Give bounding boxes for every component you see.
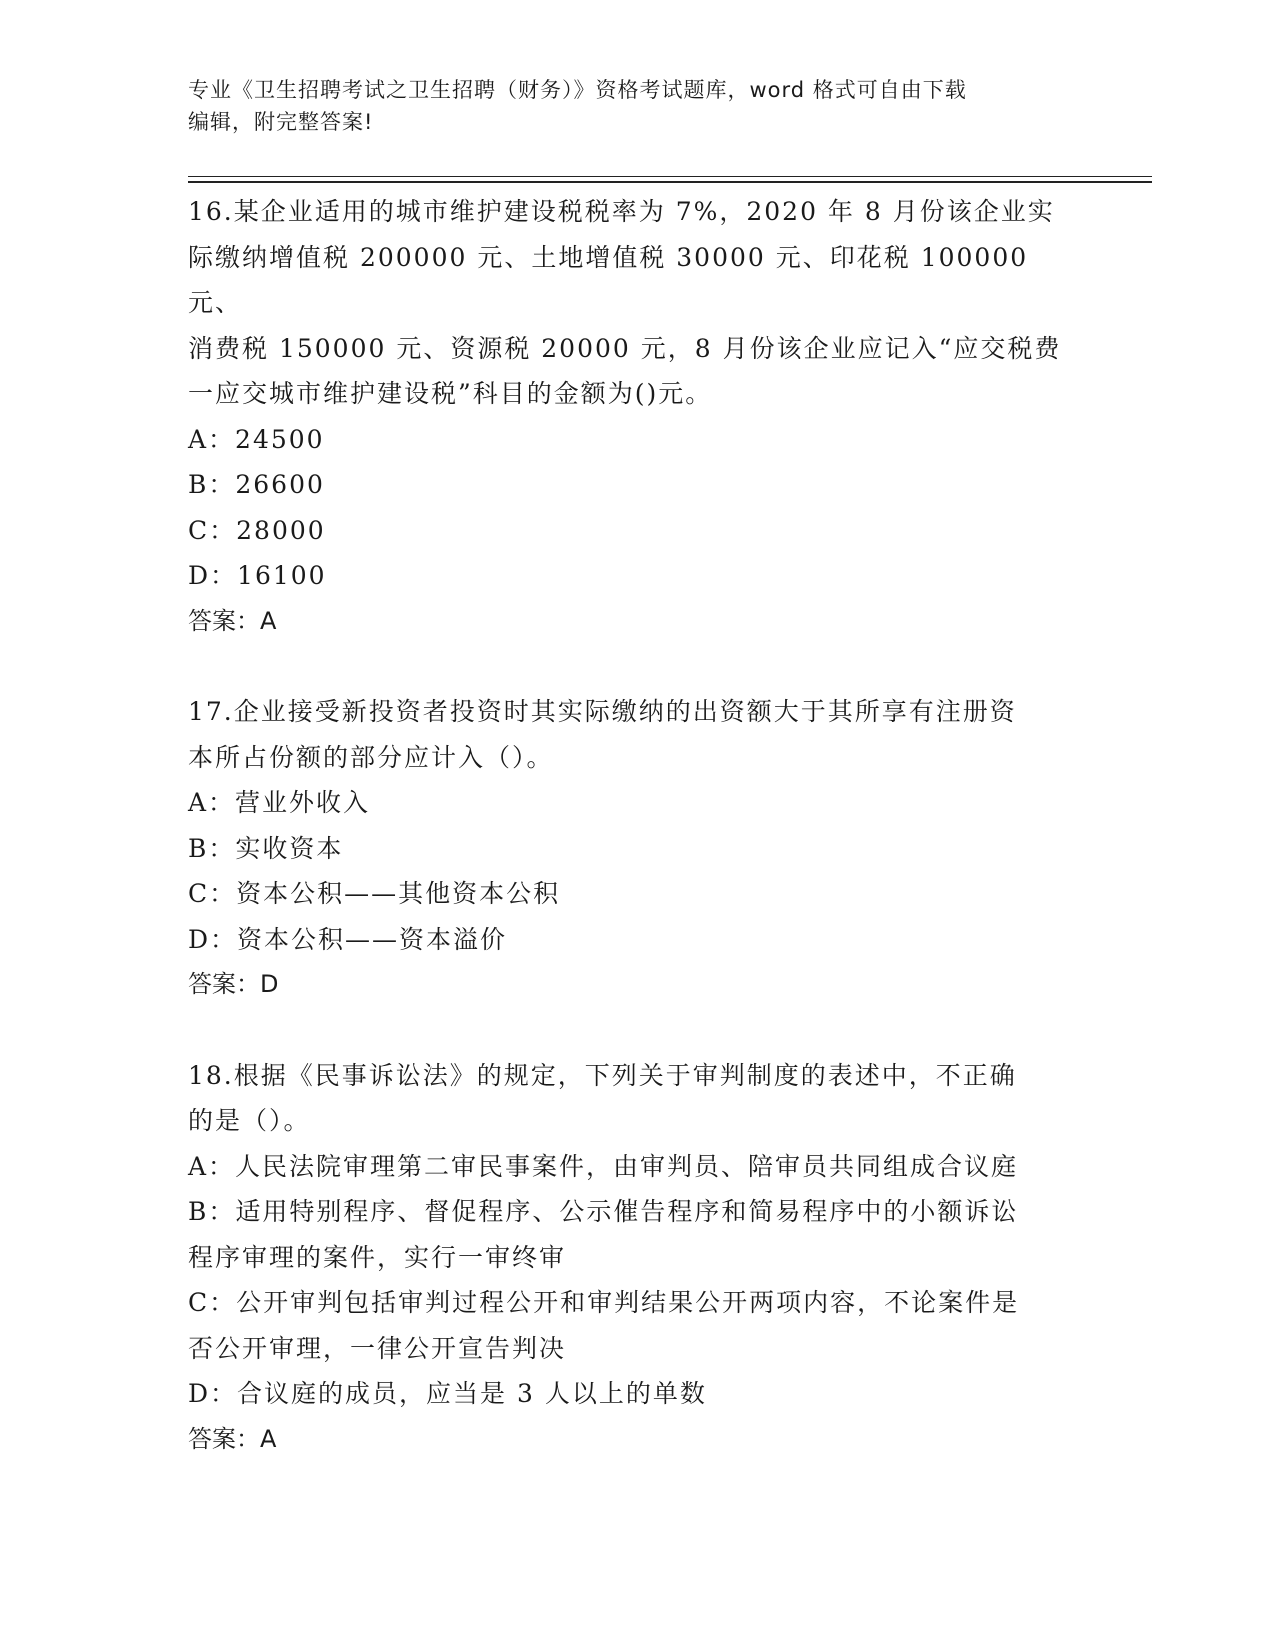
question-stem-line: 消费税 150000 元、资源税 20000 元，8 月份该企业应记入“应交税费	[188, 333, 1062, 363]
question-stem-line: 16.某企业适用的城市维护建设税税率为 7%，2020 年 8 月份该企业实	[188, 197, 1055, 226]
option-d: D：16100	[188, 561, 327, 590]
option-b: B：实收资本	[188, 833, 344, 863]
header-line-2: 编辑，附完整答案!	[188, 110, 374, 134]
answer-label: 答案：A	[188, 1424, 277, 1453]
option-d: D：资本公积——资本溢价	[188, 924, 508, 954]
option-b: B：26600	[188, 470, 325, 499]
question-stem-line: 的是（）。	[188, 1106, 311, 1135]
option-a: A：营业外收入	[188, 788, 371, 817]
header-line-1: 专业《卫生招聘考试之卫生招聘（财务）》资格考试题库，word 格式可自由下载	[188, 78, 967, 102]
answer-label: 答案：D	[188, 970, 279, 998]
question-list	[188, 189, 1088, 1462]
header-divider-thin	[188, 176, 1152, 177]
question-stem-line: 本所占份额的部分应计入（）。	[188, 742, 554, 772]
answer-label: 答案：A	[188, 606, 277, 635]
option-d: D：合议庭的成员，应当是 3 人以上的单数	[188, 1379, 707, 1408]
option-c: C：资本公积——其他资本公积	[188, 879, 561, 908]
option-a: A：24500	[188, 424, 325, 454]
question-18	[188, 1053, 1088, 1463]
option-a: A：人民法院审理第二审民事案件，由审判员、陪审员共同组成合议庭	[188, 1151, 1019, 1181]
question-spacer	[188, 644, 1088, 689]
question-16	[188, 189, 1088, 644]
option-c-continued: 否公开审理，一律公开宣告判决	[188, 1333, 567, 1363]
option-b-continued: 程序审理的案件，实行一审终审	[188, 1242, 567, 1272]
question-spacer	[188, 1008, 1088, 1053]
header-divider-thick	[188, 181, 1152, 183]
question-stem-line: 18.根据《民事诉讼法》的规定，下列关于审判制度的表述中，不正确	[188, 1060, 1017, 1090]
question-stem-line: 17.企业接受新投资者投资时其实际缴纳的出资额大于其所享有注册资	[188, 697, 1017, 726]
question-17	[188, 689, 1088, 1008]
option-c: C：28000	[188, 515, 326, 545]
question-stem-line: 一应交城市维护建设税”科目的金额为()元。	[188, 379, 713, 408]
option-b: B：适用特别程序、督促程序、公示催告程序和简易程序中的小额诉讼	[188, 1197, 1019, 1226]
question-stem-line: 际缴纳增值税 200000 元、土地增值税 30000 元、印花税 100000 元、	[188, 242, 1029, 317]
option-c: C：公开审判包括审判过程公开和审判结果公开两项内容，不论案件是	[188, 1288, 1020, 1317]
page-header	[188, 74, 1068, 138]
